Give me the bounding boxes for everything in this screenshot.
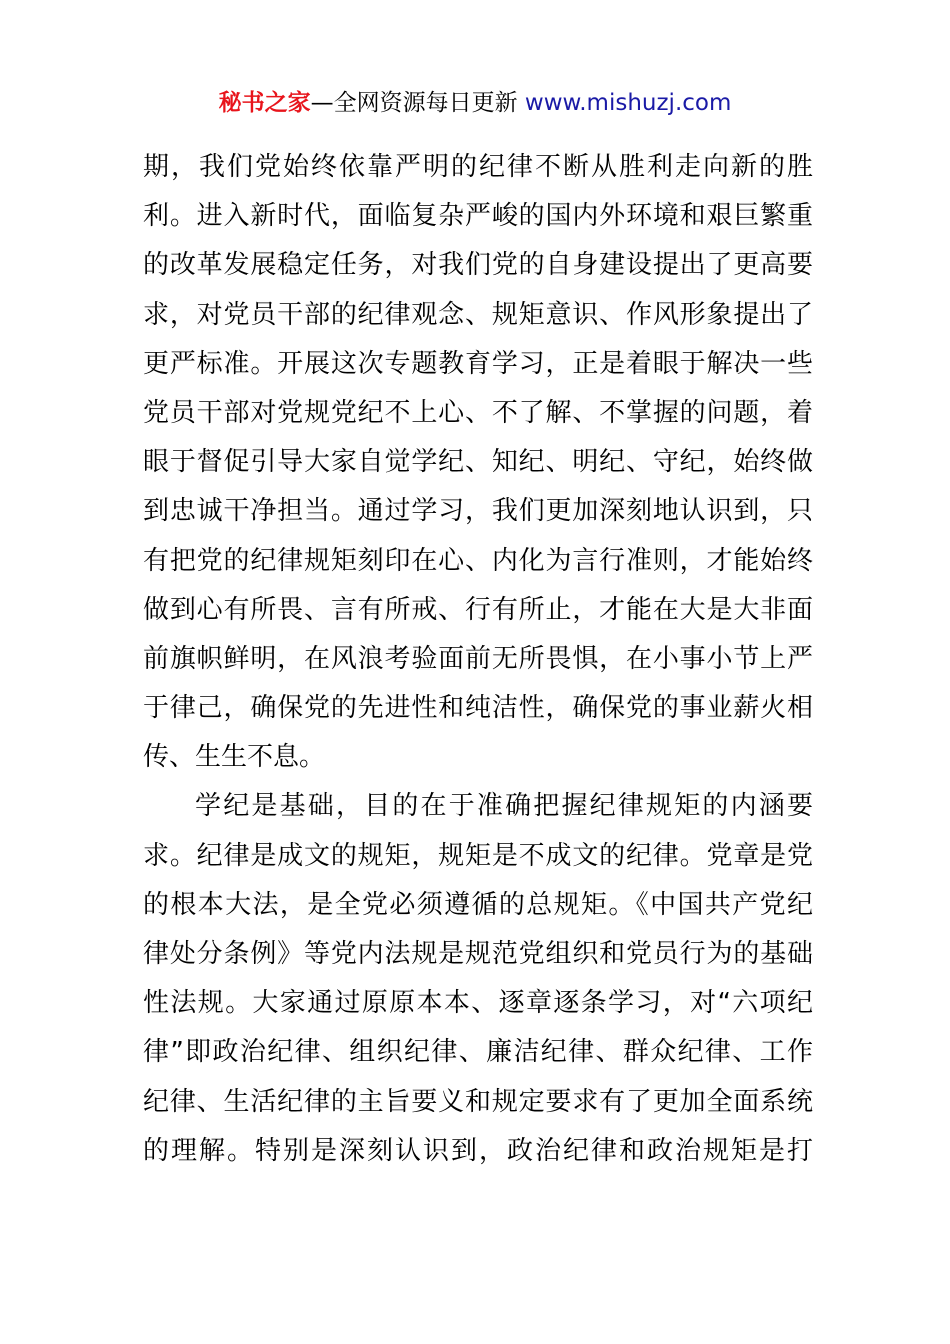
text-line: 眼于督促引导大家自觉学纪、知纪、明纪、守纪，始终做 <box>143 447 813 478</box>
text-line: 利。进入新时代，面临复杂严峻的国内外环境和艰巨繁重 <box>143 201 813 232</box>
text-line: 于律己，确保党的先进性和纯洁性，确保党的事业薪火相 <box>143 693 813 724</box>
text-line: 求，对党员干部的纪律观念、规矩意识、作风形象提出了 <box>143 299 813 330</box>
brand-name: 秘书之家 <box>218 90 311 116</box>
text-line: 期，我们党始终依靠严明的纪律不断从胜利走向新的胜 <box>143 152 813 182</box>
text-line: 律处分条例》等党内法规是规范党组织和党员行为的基础 <box>143 939 813 969</box>
text-line: 的根本大法，是全党必须遵循的总规矩。《中国共产党纪 <box>143 889 813 920</box>
text-line: 有把党的纪律规矩刻印在心、内化为言行准则，才能始终 <box>143 545 813 576</box>
text-line: 党员干部对党规党纪不上心、不了解、不掌握的问题，着 <box>143 397 813 428</box>
header-tagline: —全网资源每日更新 <box>310 90 525 116</box>
document-body <box>143 143 813 1176</box>
text-line: 性法规。大家通过原原本本、逐章逐条学习，对“六项纪 <box>143 988 813 1019</box>
text-line: 到忠诚干净担当。通过学习，我们更加深刻地认识到，只 <box>143 496 813 527</box>
text-line: 的理解。特别是深刻认识到，政治纪律和政治规矩是打 <box>143 1135 813 1166</box>
paragraph-first-line: 学纪是基础，目的在于准确把握纪律规矩的内涵要 <box>195 791 813 822</box>
text-line: 传、生生不息。 <box>143 742 326 773</box>
text-line: 更严标准。开展这次专题教育学习，正是着眼于解决一些 <box>143 348 813 379</box>
text-line: 前旗帜鲜明，在风浪考验面前无所畏惧，在小事小节上严 <box>143 643 813 674</box>
text-line: 的改革发展稳定任务，对我们党的自身建设提出了更高要 <box>143 250 813 281</box>
text-line: 做到心有所畏、言有所戒、行有所止，才能在大是大非面 <box>143 594 813 625</box>
text-line: 求。纪律是成文的规矩，规矩是不成文的纪律。党章是党 <box>143 840 813 871</box>
text-line: 律”即政治纪律、组织纪律、廉洁纪律、群众纪律、工作 <box>143 1037 813 1068</box>
text-line: 纪律、生活纪律的主旨要义和规定要求有了更加全面系统 <box>143 1086 813 1117</box>
site-url-link[interactable]: www.mishuzj.com <box>524 90 732 116</box>
site-header <box>0 86 950 120</box>
